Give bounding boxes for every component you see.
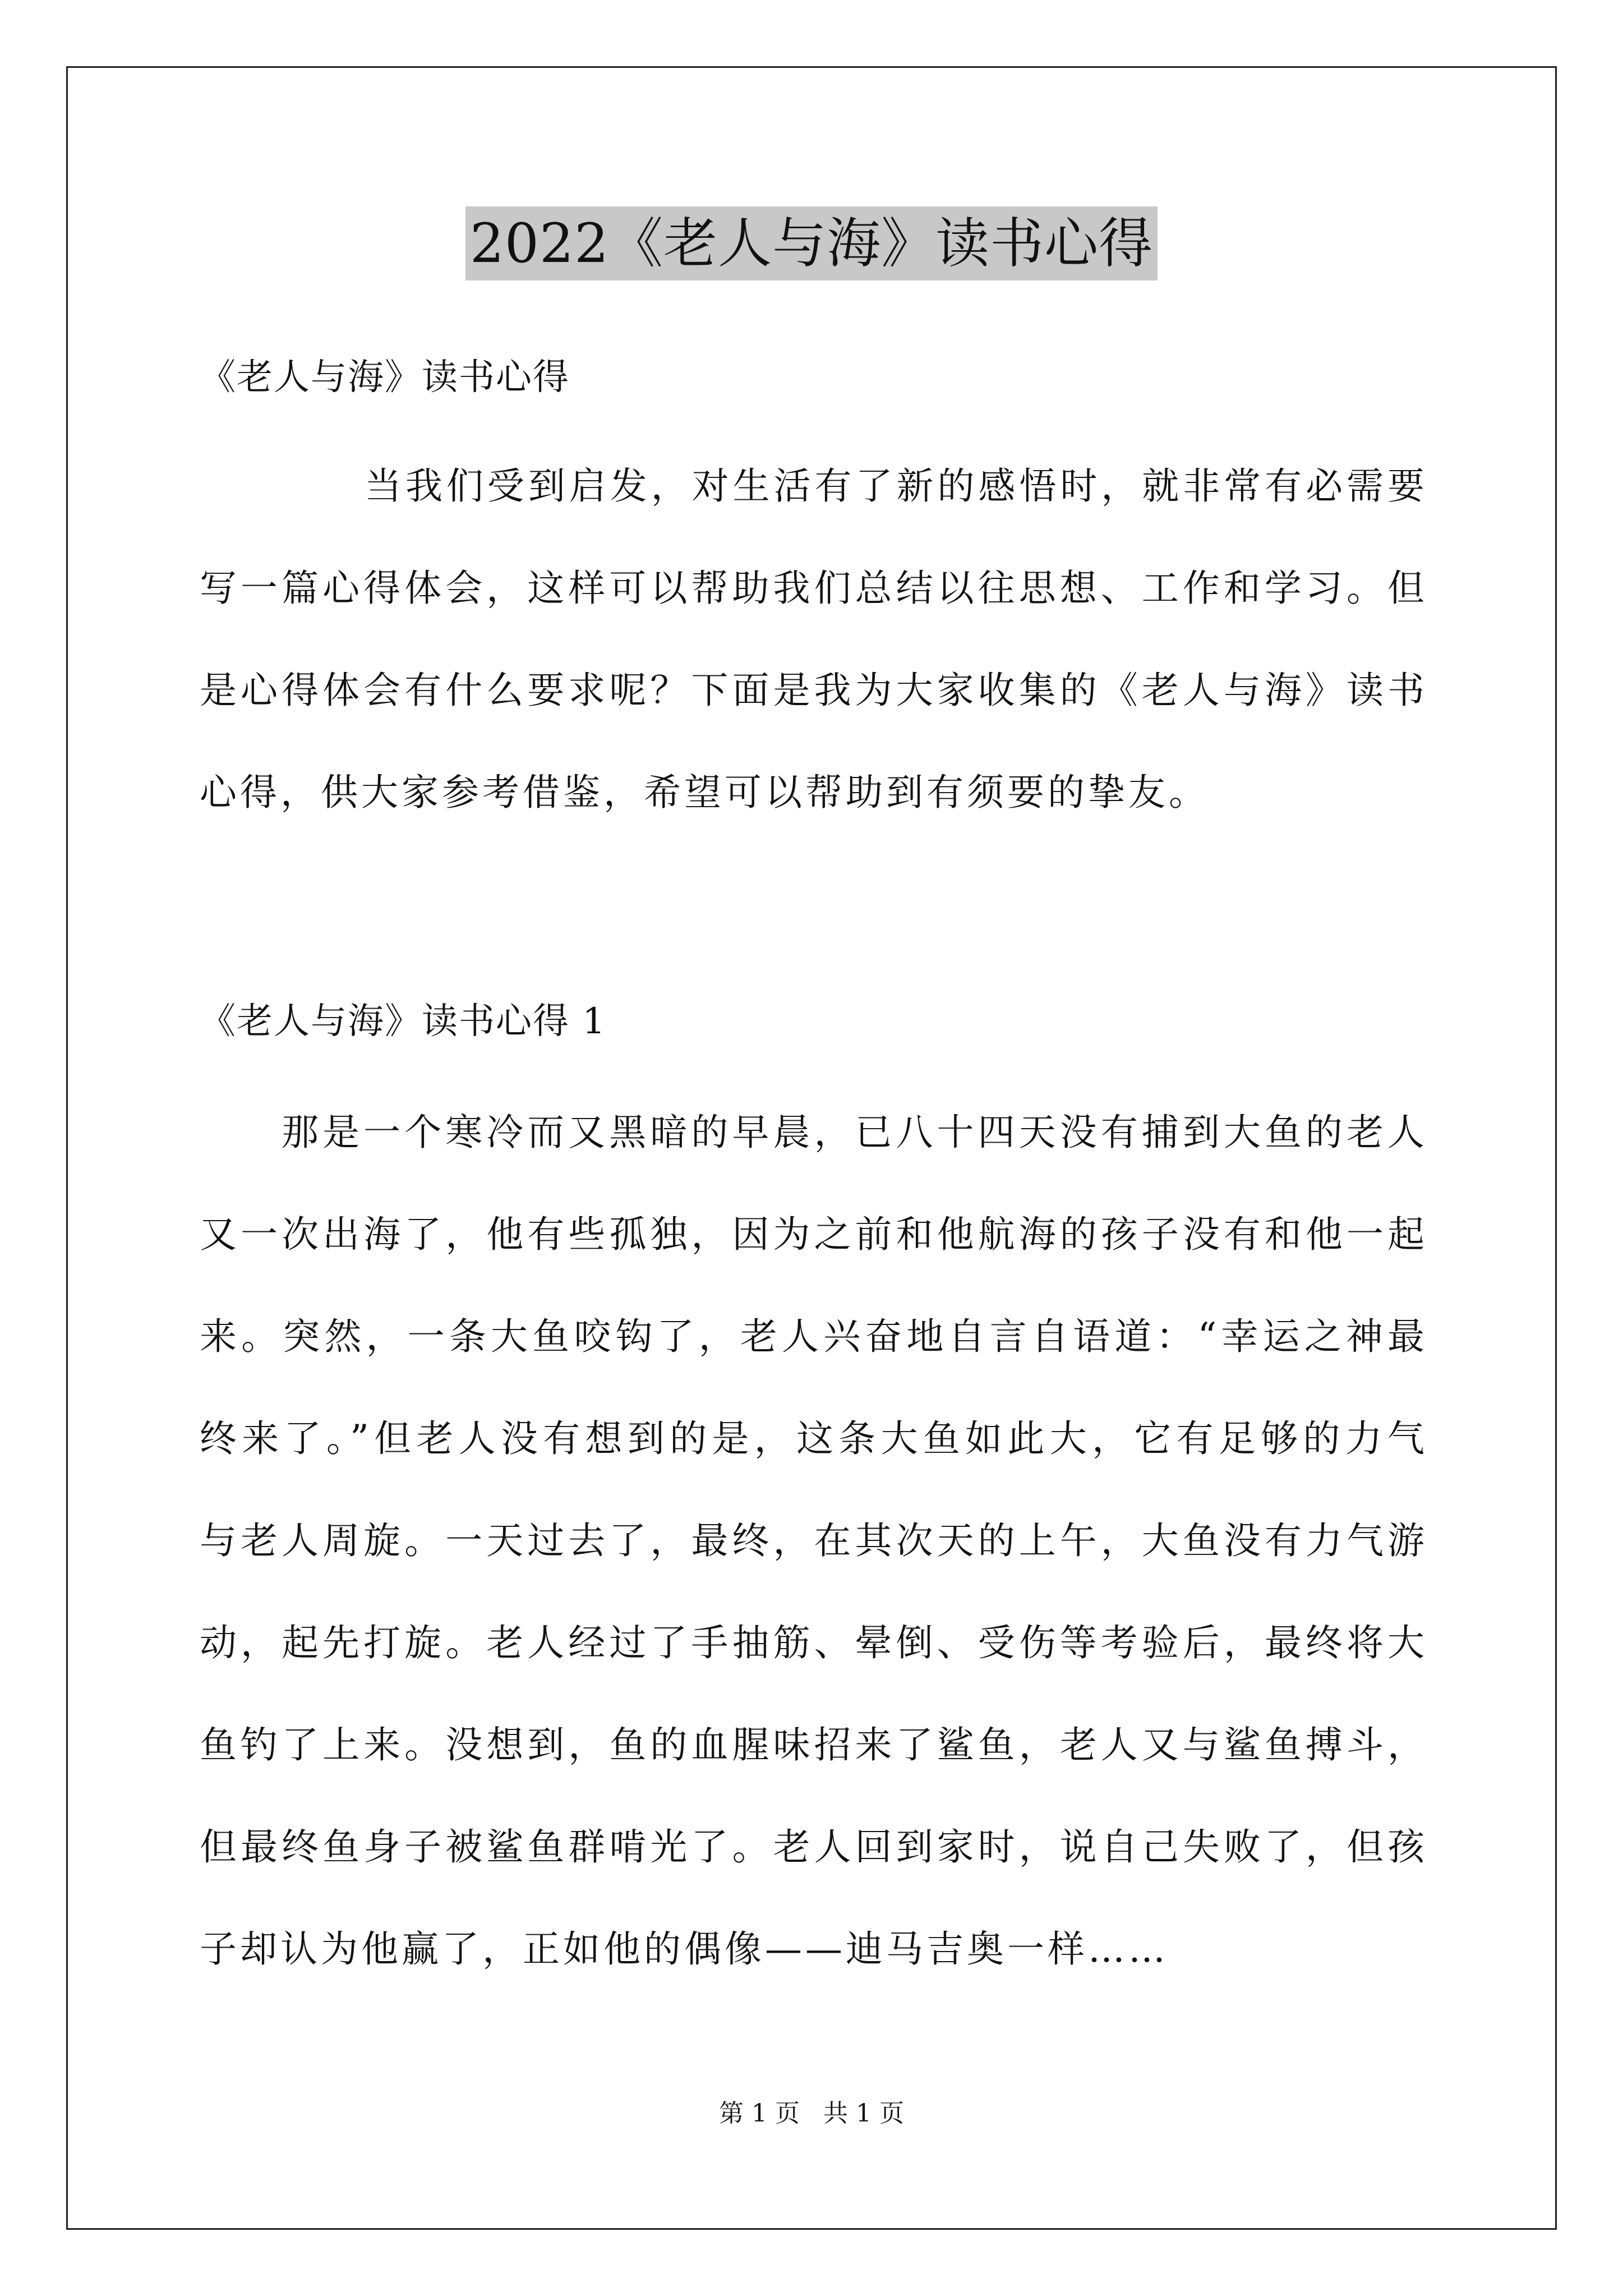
intro-line: 当我们受到启发，对生活有了新的感悟时，就非常有必需要 [365,464,1428,508]
body-line: 动，起先打旋。老人经过了手抽筋、晕倒、受伤等考验后，最终将大 [200,1621,1428,1664]
document-title: 2022《老人与海》读书心得 [465,206,1158,280]
page-total: 共 1 页 [823,2099,904,2128]
body-paragraph [200,1082,1428,2000]
intro-line: 写一篇心得体会，这样可以帮助我们总结以往思想、工作和学习。但 [200,567,1428,610]
body-line: 子却认为他赢了，正如他的偶像——迪马吉奥一样…… [200,1927,1169,1971]
intro-line: 心得，供大家参考借鉴，希望可以帮助到有须要的挚友。 [200,771,1209,814]
intro-line: 是心得体会有什么要求呢？下面是我为大家收集的《老人与海》读书 [200,669,1428,712]
title-container [0,206,1623,280]
body-line: 终来了。”但老人没有想到的是，这条大鱼如此大，它有足够的力气 [200,1417,1428,1460]
body-line: 但最终鱼身子被鲨鱼群啃光了。老人回到家时，说自己失败了，但孩 [200,1825,1428,1869]
body-line: 鱼钓了上来。没想到，鱼的血腥味招来了鲨鱼，老人又与鲨鱼搏斗， [200,1723,1428,1766]
body-line: 又一次出海了，他有些孤独，因为之前和他航海的孩子没有和他一起 [200,1213,1428,1256]
body-line: 与老人周旋。一天过去了，最终，在其次天的上午，大鱼没有力气游 [200,1519,1428,1562]
body-line: 来。突然，一条大鱼咬钩了，老人兴奋地自言自语道：“幸运之神最 [200,1315,1428,1358]
intro-heading: 《老人与海》读书心得 [200,357,570,398]
body-line: 那是一个寒冷而又黑暗的早晨，已八十四天没有捕到大鱼的老人 [282,1111,1428,1154]
intro-paragraph [200,435,1428,844]
section-heading-1: 《老人与海》读书心得 1 [200,1001,607,1042]
page-number: 第 1 页 [719,2099,800,2128]
page-footer [0,2097,1623,2131]
